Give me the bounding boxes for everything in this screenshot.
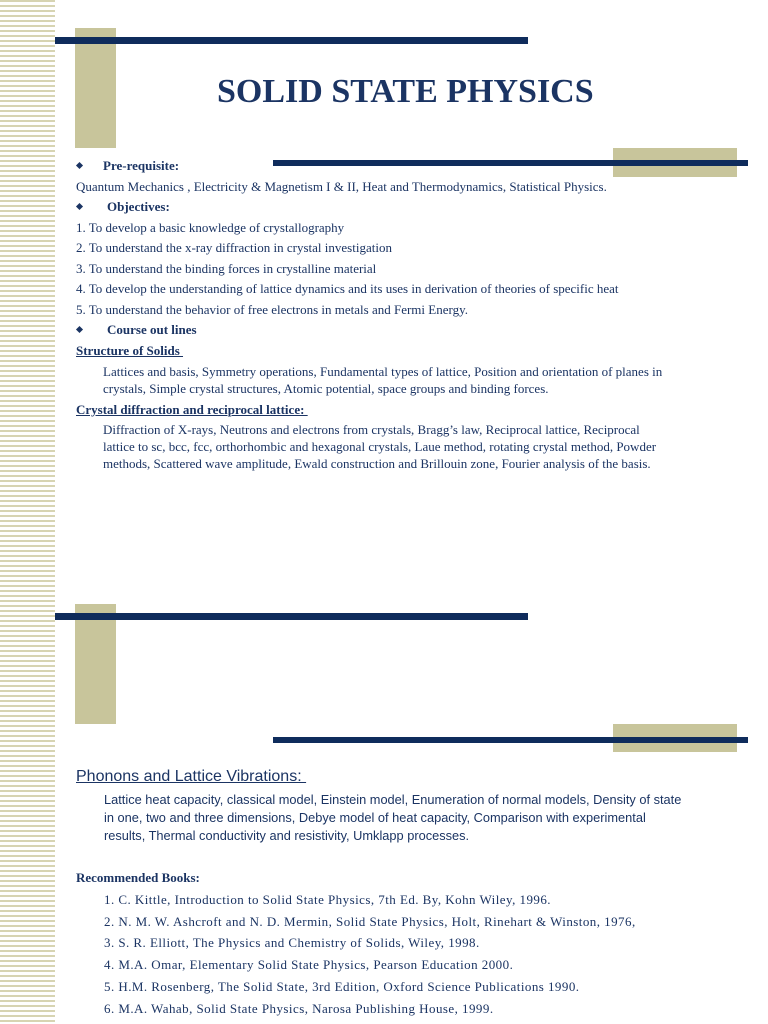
objective-item: 1. To develop a basic knowledge of crystallography: [76, 220, 345, 235]
phonons-heading: Phonons and Lattice Vibrations:: [76, 768, 307, 785]
phonons-line: results, Thermal conductivity and resistivity, Umklapp processes.: [104, 828, 470, 843]
accent-block-left: [75, 604, 116, 724]
objective-item: 4. To develop the understanding of lattice dynamics and its uses in derivation of theories of specific heat: [76, 281, 619, 296]
section-title: Crystal diffraction and reciprocal lattice:: [76, 402, 308, 417]
objective-item: 3. To understand the binding forces in crystalline material: [76, 261, 377, 276]
course-outlines-heading: Course out lines: [107, 322, 197, 337]
header-bar: [55, 37, 528, 44]
book-item: 6. M.A. Wahab, Solid State Physics, Narosa Publishing House, 1999.: [104, 1001, 494, 1016]
diamond-bullet-icon: [76, 162, 83, 169]
objective-item: 2. To understand the x-ray diffraction in crystal investigation: [76, 240, 392, 255]
book-item: 4. M.A. Omar, Elementary Solid State Physics, Pearson Education 2000.: [104, 957, 514, 972]
book-item: 2. N. M. W. Ashcroft and N. D. Mermin, Solid State Physics, Holt, Rinehart & Winston, 1976,: [104, 914, 636, 929]
phonons-line: in one, two and three dimensions, Debye model of heat capacity, Comparison with experimental: [104, 810, 646, 825]
objective-item: 5. To understand the behavior of free electrons in metals and Fermi Energy.: [76, 302, 468, 317]
book-item: 3. S. R. Elliott, The Physics and Chemistry of Solids, Wiley, 1998.: [104, 935, 480, 950]
title-underline-bar: [273, 737, 748, 743]
title-underline-bar: [273, 160, 748, 166]
section-title: Structure of Solids: [76, 343, 184, 358]
diamond-bullet-icon: [76, 203, 83, 210]
diamond-bullet-icon: [76, 326, 83, 333]
prerequisite-heading: Pre-requisite:: [103, 158, 180, 173]
left-stripe-pattern: [0, 0, 55, 1024]
book-item: 1. C. Kittle, Introduction to Solid State Physics, 7th Ed. By, Kohn Wiley, 1996.: [104, 892, 552, 907]
section-line: crystals, Simple crystal structures, Atomic potential, space groups and binding forces.: [103, 381, 549, 396]
books-heading: Recommended Books:: [76, 870, 200, 885]
header-bar: [55, 613, 528, 620]
book-item: 5. H.M. Rosenberg, The Solid State, 3rd Edition, Oxford Science Publications 1990.: [104, 979, 580, 994]
prerequisite-text: Quantum Mechanics , Electricity & Magnetism I & II, Heat and Thermodynamics, Statistical Physics.: [76, 179, 607, 194]
section-line: methods, Scattered wave amplitude, Ewald construction and Brillouin zone, Fourier analysis of the basis.: [103, 456, 651, 471]
section-line: lattice to sc, bcc, fcc, orthorhombic and hexagonal crystals, Laue method, rotating crystal method, Powder: [103, 439, 657, 454]
page-title: SOLID STATE PHYSICS: [217, 73, 594, 110]
accent-block-left: [75, 28, 116, 148]
objectives-heading: Objectives:: [107, 199, 170, 214]
section-line: Diffraction of X-rays, Neutrons and electrons from crystals, Bragg’s law, Reciprocal lattice, Reciprocal: [103, 422, 640, 437]
phonons-line: Lattice heat capacity, classical model, Einstein model, Enumeration of normal models, Density of state: [104, 792, 682, 807]
section-line: Lattices and basis, Symmetry operations, Fundamental types of lattice, Position and orientation of planes in: [103, 364, 663, 379]
